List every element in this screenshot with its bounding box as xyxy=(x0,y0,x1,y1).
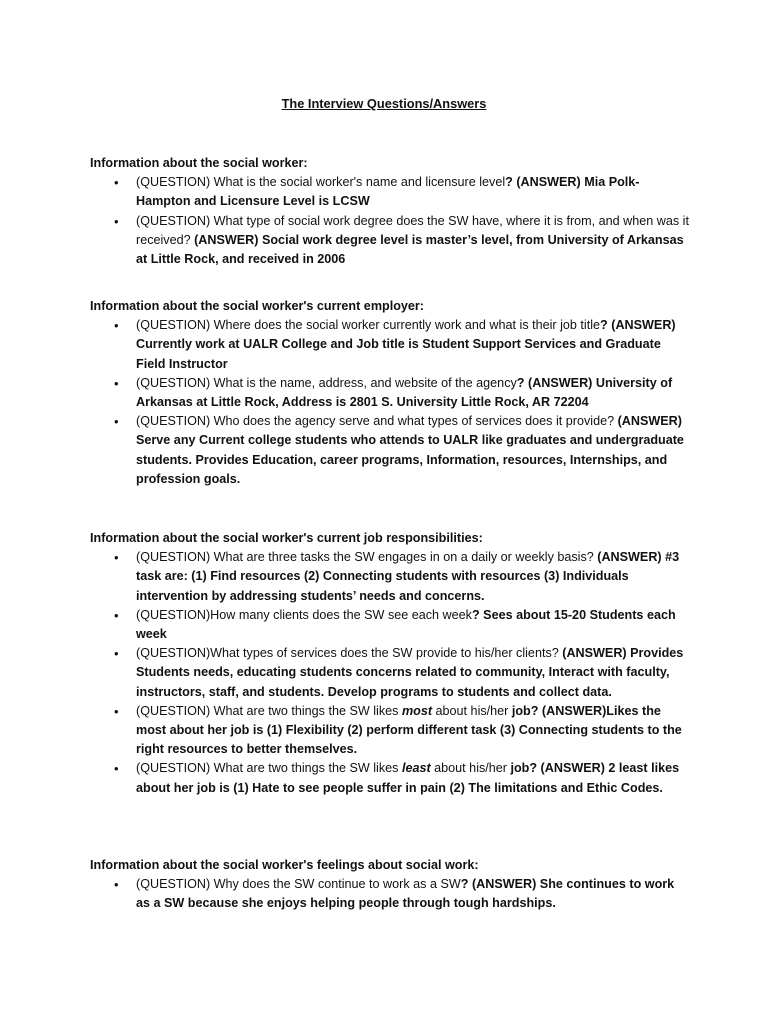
question-text: (QUESTION) What are three tasks the SW engages in on a daily or weekly basis? xyxy=(136,550,598,565)
qa-item xyxy=(90,759,690,797)
answer-text: Provides Students needs, educating students concerns related to community, Interact with faculty, instructors, staff, and students. Develop programs to students and collect data. xyxy=(136,646,684,699)
qa-item xyxy=(90,644,690,702)
answer-text: Likes the most about her job is (1) Flexibility (2) perform different task (3) Connecting students to the right resources to better themselves. xyxy=(136,703,682,757)
section-feelings xyxy=(90,856,690,914)
question-mark: ? xyxy=(471,607,480,622)
answer-text: Social work degree level is master’s level, from University of Arkansas at Little Rock, and received in 2006 xyxy=(136,232,684,267)
qa-item xyxy=(90,412,690,489)
answer-text: University of Arkansas at Little Rock, Address is 2801 S. University Little Rock, AR 72204 xyxy=(136,375,673,410)
answer-text: Mia Polk-Hampton and Licensure Level is LCSW xyxy=(136,175,640,209)
question-text: (QUESTION) What is the social worker's name and licensure level xyxy=(136,175,506,190)
emphasis-least: least xyxy=(401,761,431,776)
qa-list xyxy=(90,173,690,269)
question-mark: job? xyxy=(511,703,539,718)
question-text: (QUESTION) What are two things the SW likes xyxy=(136,703,402,718)
bullet: • xyxy=(114,318,119,334)
answer-tag: (ANSWER) xyxy=(194,232,259,247)
question-text: (QUESTION) Why does the SW continue to work as a SW xyxy=(136,877,461,892)
bullet: • xyxy=(114,375,119,391)
answer-tag: (ANSWER) xyxy=(597,550,662,565)
bullet: • xyxy=(114,414,119,430)
answer-tag: (ANSWER) xyxy=(524,375,593,390)
qa-list xyxy=(90,316,690,489)
question-text: (QUESTION) What are two things the SW likes xyxy=(136,761,402,776)
question-text: (QUESTION) What is the name, address, and website of the agency xyxy=(136,375,517,390)
answer-tag: (ANSWER) xyxy=(468,877,537,892)
question-mark: ? xyxy=(516,375,525,390)
qa-item xyxy=(90,875,690,913)
section-social-worker xyxy=(90,154,690,269)
bullet: • xyxy=(114,646,119,662)
question-text: (QUESTION) What type of social work degree does the SW have, where it is from, and when was it received? xyxy=(136,213,689,247)
section-heading: Information about the social worker: xyxy=(90,156,308,170)
answer-tag: (ANSWER) xyxy=(538,703,607,718)
qa-item xyxy=(90,374,690,412)
bullet: • xyxy=(114,703,119,719)
qa-item xyxy=(90,173,690,211)
question-text-cont: about his/her xyxy=(432,703,512,718)
qa-item xyxy=(90,212,690,270)
answer-tag: (ANSWER) xyxy=(617,414,682,429)
question-mark: ? xyxy=(505,175,513,190)
document-title: The Interview Questions/Answers xyxy=(281,96,487,111)
question-text: (QUESTION)How many clients does the SW see each week xyxy=(136,607,472,622)
qa-list xyxy=(90,548,690,798)
question-text: (QUESTION) Who does the agency serve and what types of services does it provide? xyxy=(136,414,618,429)
bullet: • xyxy=(114,175,119,191)
question-mark: ? xyxy=(600,318,608,333)
section-current-employer xyxy=(90,297,690,489)
bullet: • xyxy=(114,877,119,893)
section-heading: Information about the social worker's feelings about social work: xyxy=(90,858,479,872)
bullet: • xyxy=(114,213,119,229)
section-heading: Information about the social worker's current job responsibilities: xyxy=(90,531,483,545)
question-text: (QUESTION) Where does the social worker currently work and what is their job title xyxy=(136,318,601,333)
answer-text: She continues to work as a SW because she enjoys helping people through tough hardships. xyxy=(136,877,675,911)
answer-text: Serve any Current college students who attends to UALR like graduates and undergraduate students. Provides Education, career programs, Information, resources, Internships, and profession goals. xyxy=(136,433,684,486)
bullet: • xyxy=(114,607,119,623)
answer-tag: (ANSWER) xyxy=(512,175,581,190)
question-mark: job? xyxy=(510,761,538,776)
section-heading: Information about the social worker's current employer: xyxy=(90,299,424,313)
qa-item xyxy=(90,316,690,374)
emphasis-most: most xyxy=(401,703,433,718)
bullet: • xyxy=(114,550,119,566)
section-job-responsibilities xyxy=(90,529,690,798)
qa-item xyxy=(90,606,690,644)
answer-tag: (ANSWER) xyxy=(537,761,605,776)
question-text: (QUESTION)What types of services does the SW provide to his/her clients? xyxy=(136,646,563,661)
question-text-cont: about his/her xyxy=(430,761,511,776)
answer-tag: (ANSWER) xyxy=(562,646,627,661)
qa-item xyxy=(90,702,690,760)
bullet: • xyxy=(114,761,119,777)
answer-text: #3 task are: (1) Find resources (2) Connecting students with resources (3) Individuals intervention by addressing students’ needs and concerns. xyxy=(136,550,680,603)
answer-text: Currently work at UALR College and Job title is Student Support Services and Graduate Field Instructor xyxy=(136,337,661,371)
answer-text: Sees about 15-20 Students each week xyxy=(136,607,676,642)
answer-text: 2 least likes about her job is (1) Hate to see people suffer in pain (2) The limitations and Ethic Codes. xyxy=(136,761,680,795)
question-mark: ? xyxy=(460,877,469,892)
qa-item xyxy=(90,548,690,606)
answer-tag: (ANSWER) xyxy=(607,318,676,333)
qa-list xyxy=(90,875,690,913)
